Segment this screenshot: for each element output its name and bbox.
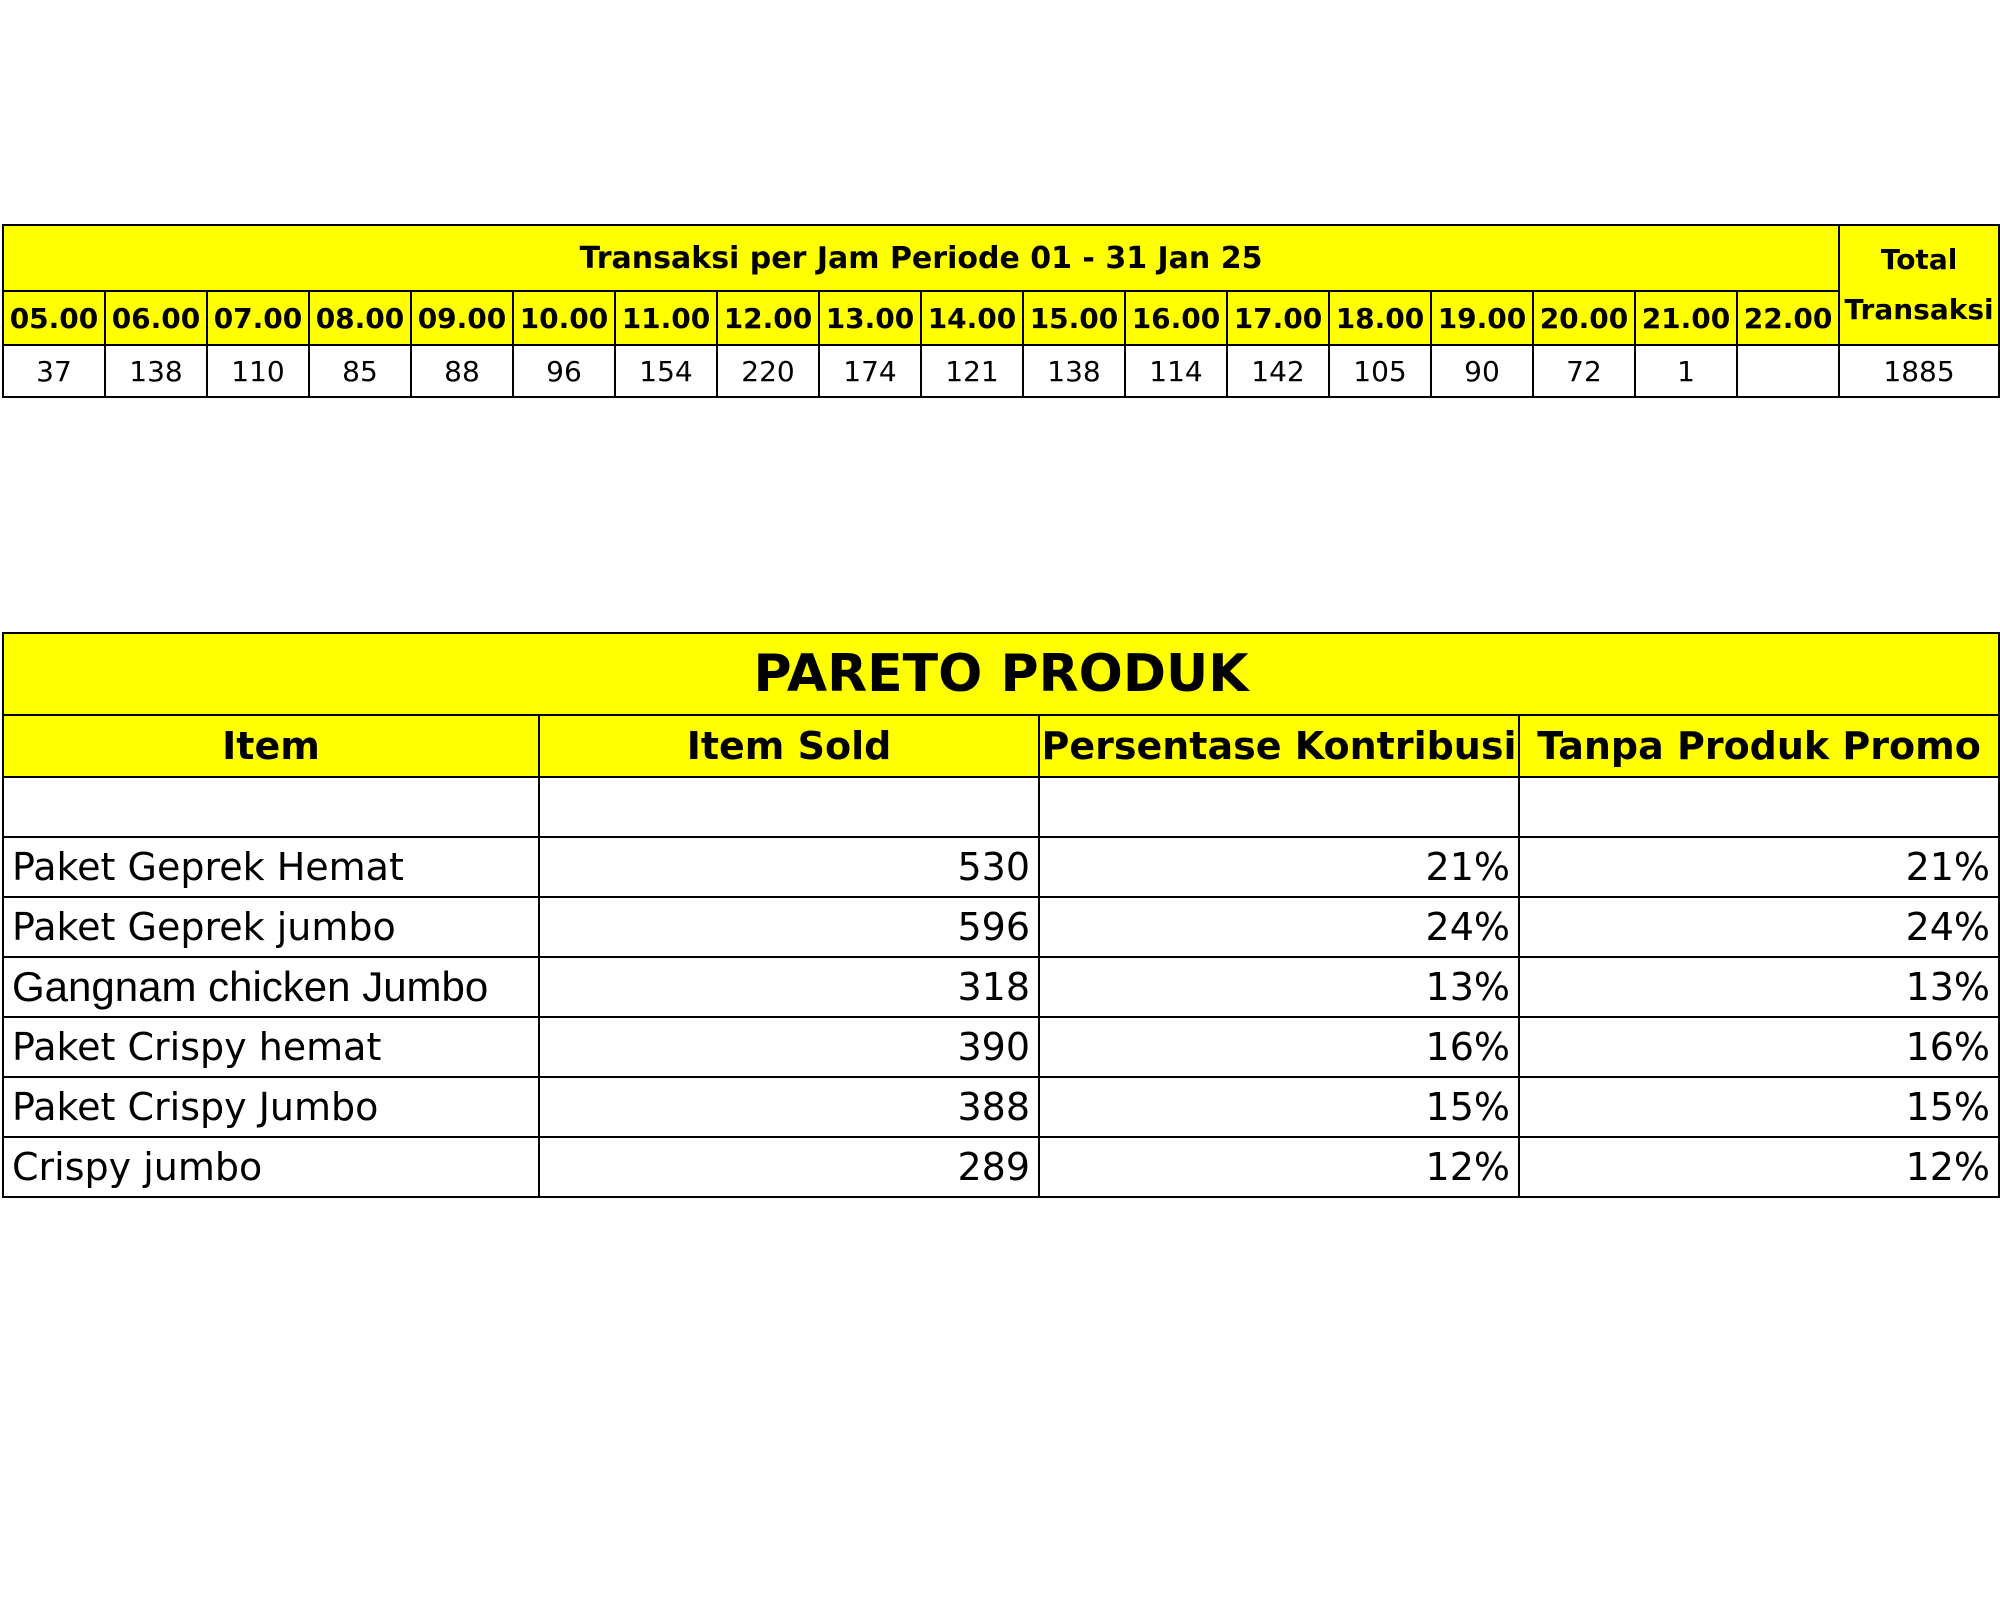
hour-header-cell: 07.00	[207, 291, 309, 345]
pareto-cell-kontribusi: 13%	[1039, 957, 1519, 1017]
pareto-cell-tanpa-promo	[1519, 777, 1999, 837]
pareto-cell-sold: 390	[539, 1017, 1039, 1077]
pareto-body	[3, 777, 1999, 1197]
hour-header-cell: 15.00	[1023, 291, 1125, 345]
pareto-cell-tanpa-promo: 21%	[1519, 837, 1999, 897]
hour-value-cell: 85	[309, 345, 411, 397]
pareto-cell-item: Paket Geprek jumbo	[3, 897, 539, 957]
hour-header-cell: 08.00	[309, 291, 411, 345]
hour-header-cell: 14.00	[921, 291, 1023, 345]
total-header-line2: Transaksi	[1844, 293, 1994, 326]
pareto-column-header: Tanpa Produk Promo	[1519, 715, 1999, 777]
hour-value-cell: 110	[207, 345, 309, 397]
hour-header-cell: 19.00	[1431, 291, 1533, 345]
pareto-cell-item: Paket Geprek Hemat	[3, 837, 539, 897]
hour-value-cell: 114	[1125, 345, 1227, 397]
hourly-value-row	[3, 345, 1999, 397]
total-transaksi-value: 1885	[1839, 345, 1999, 397]
hour-header-cell: 12.00	[717, 291, 819, 345]
hour-header-cell: 21.00	[1635, 291, 1737, 345]
hour-value-cell: 121	[921, 345, 1023, 397]
hour-header-cell: 17.00	[1227, 291, 1329, 345]
table-row	[3, 1137, 1999, 1197]
hourly-table-title: Transaksi per Jam Periode 01 - 31 Jan 25	[3, 225, 1839, 291]
pareto-cell-tanpa-promo: 12%	[1519, 1137, 1999, 1197]
hour-header-row	[3, 291, 1999, 345]
pareto-cell-item: Paket Crispy Jumbo	[3, 1077, 539, 1137]
table-row	[3, 897, 1999, 957]
pareto-cell-tanpa-promo: 16%	[1519, 1017, 1999, 1077]
hour-value-cell: 90	[1431, 345, 1533, 397]
pareto-cell-sold: 318	[539, 957, 1039, 1017]
hour-header-cell: 18.00	[1329, 291, 1431, 345]
hour-header-cell: 06.00	[105, 291, 207, 345]
hour-header-cell: 11.00	[615, 291, 717, 345]
table-row	[3, 1077, 1999, 1137]
hour-value-cell: 142	[1227, 345, 1329, 397]
hour-value-cell: 37	[3, 345, 105, 397]
pareto-cell-item: Gangnam chicken Jumbo	[3, 957, 539, 1017]
pareto-column-header: Persentase Kontribusi	[1039, 715, 1519, 777]
pareto-column-header: Item	[3, 715, 539, 777]
total-transaksi-header	[1839, 225, 1999, 345]
pareto-cell-sold: 530	[539, 837, 1039, 897]
hour-header-cell: 13.00	[819, 291, 921, 345]
hour-header-cell: 20.00	[1533, 291, 1635, 345]
pareto-cell-item: Paket Crispy hemat	[3, 1017, 539, 1077]
pareto-cell-sold: 388	[539, 1077, 1039, 1137]
pareto-cell-sold	[539, 777, 1039, 837]
pareto-cell-tanpa-promo: 15%	[1519, 1077, 1999, 1137]
hour-header-cell: 10.00	[513, 291, 615, 345]
hour-value-cell: 154	[615, 345, 717, 397]
pareto-cell-kontribusi: 16%	[1039, 1017, 1519, 1077]
hour-value-cell: 138	[105, 345, 207, 397]
pareto-cell-item	[3, 777, 539, 837]
pareto-cell-kontribusi: 12%	[1039, 1137, 1519, 1197]
total-header-line1: Total	[1880, 243, 1958, 276]
hourly-transactions-table	[2, 224, 2000, 398]
hour-value-cell: 174	[819, 345, 921, 397]
pareto-cell-tanpa-promo: 24%	[1519, 897, 1999, 957]
pareto-column-header: Item Sold	[539, 715, 1039, 777]
pareto-cell-kontribusi: 15%	[1039, 1077, 1519, 1137]
pareto-cell-tanpa-promo: 13%	[1519, 957, 1999, 1017]
hour-value-cell: 88	[411, 345, 513, 397]
table-row	[3, 1017, 1999, 1077]
hour-header-cell: 05.00	[3, 291, 105, 345]
hour-value-cell	[1737, 345, 1839, 397]
hour-header-cell: 16.00	[1125, 291, 1227, 345]
pareto-cell-sold: 596	[539, 897, 1039, 957]
pareto-cell-kontribusi	[1039, 777, 1519, 837]
hour-value-cell: 220	[717, 345, 819, 397]
pareto-cell-kontribusi: 24%	[1039, 897, 1519, 957]
hour-value-cell: 96	[513, 345, 615, 397]
hour-value-cell: 72	[1533, 345, 1635, 397]
table-row	[3, 777, 1999, 837]
pareto-produk-table	[2, 632, 2000, 1198]
pareto-title: PARETO PRODUK	[3, 633, 1999, 715]
hour-header-cell: 22.00	[1737, 291, 1839, 345]
table-row	[3, 837, 1999, 897]
pareto-cell-sold: 289	[539, 1137, 1039, 1197]
table-row	[3, 957, 1999, 1017]
hour-header-cell: 09.00	[411, 291, 513, 345]
hour-value-cell: 105	[1329, 345, 1431, 397]
hour-value-cell: 138	[1023, 345, 1125, 397]
pareto-cell-kontribusi: 21%	[1039, 837, 1519, 897]
pareto-header-row	[3, 715, 1999, 777]
pareto-cell-item: Crispy jumbo	[3, 1137, 539, 1197]
hour-value-cell: 1	[1635, 345, 1737, 397]
